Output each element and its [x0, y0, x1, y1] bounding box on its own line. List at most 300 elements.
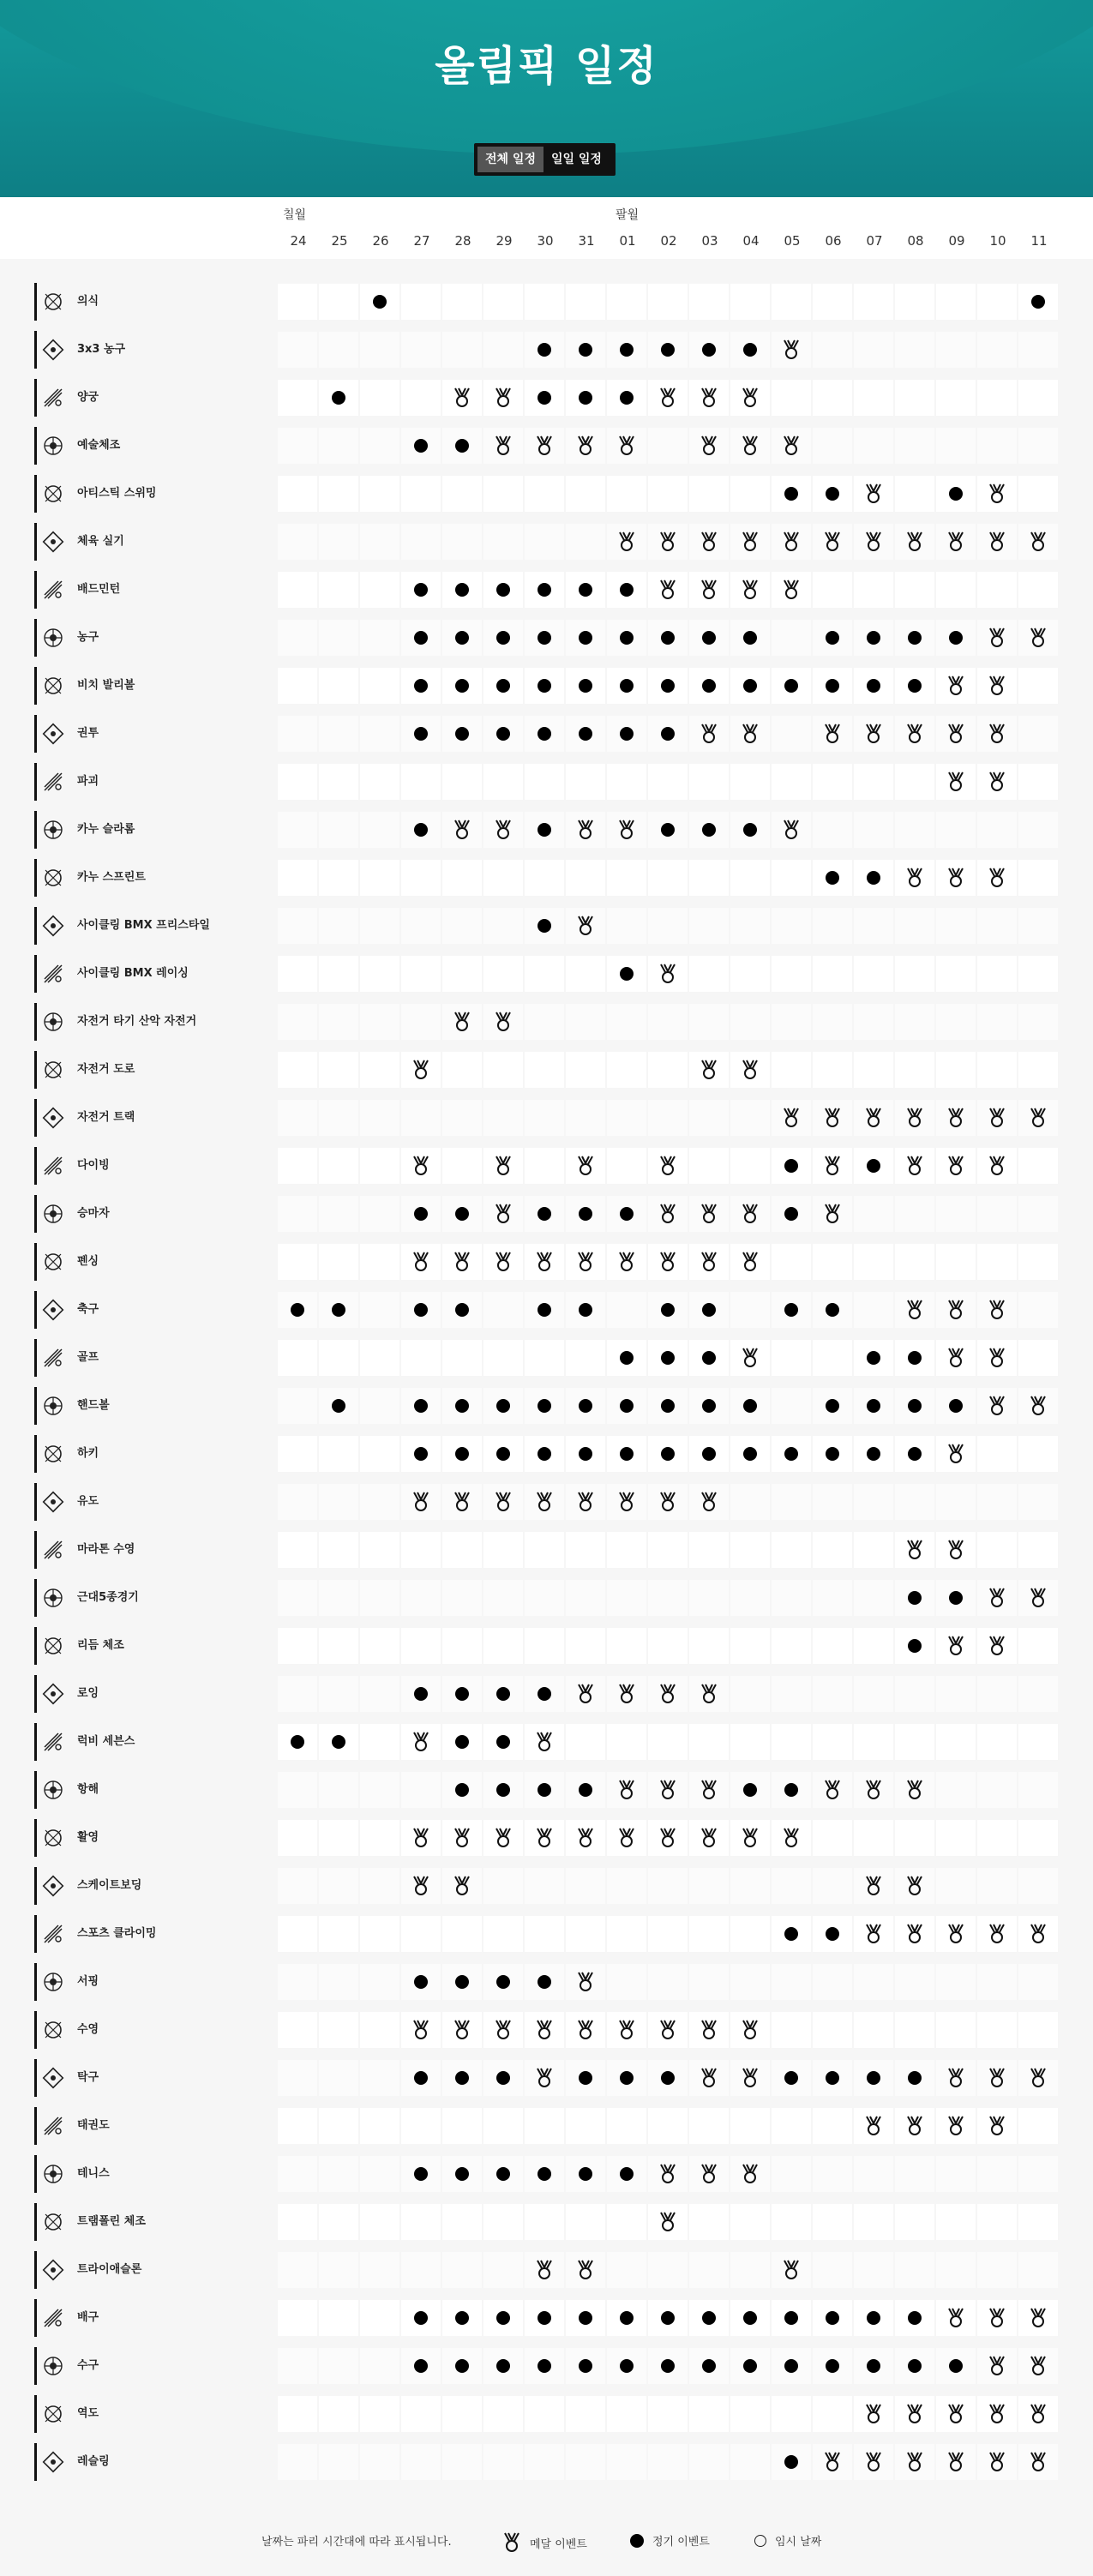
day-cell[interactable] [278, 1628, 317, 1664]
day-cell[interactable] [854, 1628, 893, 1664]
day-cell[interactable] [772, 1196, 811, 1232]
day-cell[interactable] [936, 2204, 976, 2240]
day-cell[interactable] [319, 1436, 358, 1472]
day-cell[interactable] [442, 1100, 482, 1136]
day-cell[interactable] [648, 860, 688, 896]
day-cell[interactable] [483, 956, 523, 992]
day-cell[interactable] [607, 2012, 646, 2048]
day-cell[interactable] [1018, 764, 1058, 800]
day-cell[interactable] [854, 2156, 893, 2192]
day-cell[interactable] [278, 524, 317, 560]
day-cell[interactable] [483, 668, 523, 704]
day-cell[interactable] [648, 1100, 688, 1136]
day-cell[interactable] [895, 620, 934, 656]
day-cell[interactable] [772, 380, 811, 416]
day-cell[interactable] [1018, 1052, 1058, 1088]
day-cell[interactable] [360, 908, 399, 944]
day-cell[interactable] [401, 1484, 441, 1520]
day-cell[interactable] [689, 1628, 729, 1664]
day-cell[interactable] [689, 380, 729, 416]
day-cell[interactable] [525, 2156, 564, 2192]
day-cell[interactable] [566, 1820, 605, 1856]
day-cell[interactable] [607, 1724, 646, 1760]
day-cell[interactable] [360, 764, 399, 800]
day-cell[interactable] [689, 524, 729, 560]
day-cell[interactable] [1018, 1148, 1058, 1184]
day-cell[interactable] [525, 2108, 564, 2144]
day-cell[interactable] [648, 332, 688, 368]
day-cell[interactable] [854, 1292, 893, 1328]
day-cell[interactable] [360, 1724, 399, 1760]
day-cell[interactable] [401, 2012, 441, 2048]
day-cell[interactable] [360, 1484, 399, 1520]
day-cell[interactable] [895, 812, 934, 848]
day-cell[interactable] [730, 1148, 770, 1184]
day-cell[interactable] [977, 1964, 1017, 2000]
day-cell[interactable] [278, 1436, 317, 1472]
day-cell[interactable] [854, 1100, 893, 1136]
day-cell[interactable] [525, 2348, 564, 2384]
day-cell[interactable] [1018, 284, 1058, 320]
day-cell[interactable] [648, 1292, 688, 1328]
day-cell[interactable] [813, 1052, 852, 1088]
day-cell[interactable] [730, 332, 770, 368]
day-cell[interactable] [401, 1004, 441, 1040]
day-cell[interactable] [607, 2396, 646, 2432]
day-cell[interactable] [730, 1388, 770, 1424]
day-cell[interactable] [607, 1148, 646, 1184]
day-cell[interactable] [483, 716, 523, 752]
day-cell[interactable] [360, 2444, 399, 2480]
day-cell[interactable] [648, 572, 688, 608]
day-cell[interactable] [442, 284, 482, 320]
day-cell[interactable] [525, 1340, 564, 1376]
day-cell[interactable] [895, 2060, 934, 2096]
day-cell[interactable] [360, 2204, 399, 2240]
day-cell[interactable] [772, 2108, 811, 2144]
day-cell[interactable] [730, 908, 770, 944]
day-cell[interactable] [936, 860, 976, 896]
day-cell[interactable] [525, 2204, 564, 2240]
day-cell[interactable] [895, 2012, 934, 2048]
day-cell[interactable] [689, 1580, 729, 1616]
day-cell[interactable] [648, 620, 688, 656]
day-cell[interactable] [730, 1580, 770, 1616]
day-cell[interactable] [813, 1628, 852, 1664]
sport-row[interactable] [34, 1096, 1059, 1140]
day-cell[interactable] [525, 1676, 564, 1712]
day-cell[interactable] [442, 2252, 482, 2288]
day-cell[interactable] [772, 1484, 811, 1520]
day-cell[interactable] [483, 2444, 523, 2480]
day-cell[interactable] [525, 1964, 564, 2000]
day-cell[interactable] [401, 2300, 441, 2336]
day-cell[interactable] [813, 1244, 852, 1280]
sport-row[interactable] [34, 1576, 1059, 1620]
day-cell[interactable] [319, 1292, 358, 1328]
sport-row[interactable] [34, 1912, 1059, 1956]
day-cell[interactable] [566, 1916, 605, 1952]
day-cell[interactable] [854, 1964, 893, 2000]
day-cell[interactable] [319, 2396, 358, 2432]
day-cell[interactable] [566, 1484, 605, 1520]
day-cell[interactable] [854, 2060, 893, 2096]
day-cell[interactable] [607, 284, 646, 320]
day-cell[interactable] [730, 2012, 770, 2048]
day-cell[interactable] [977, 380, 1017, 416]
day-cell[interactable] [648, 1436, 688, 1472]
day-cell[interactable] [895, 1868, 934, 1904]
day-cell[interactable] [319, 620, 358, 656]
day-cell[interactable] [648, 524, 688, 560]
day-cell[interactable] [566, 956, 605, 992]
day-cell[interactable] [525, 332, 564, 368]
day-cell[interactable] [730, 860, 770, 896]
day-cell[interactable] [977, 1916, 1017, 1952]
day-cell[interactable] [278, 1484, 317, 1520]
day-cell[interactable] [977, 332, 1017, 368]
day-cell[interactable] [566, 1964, 605, 2000]
day-cell[interactable] [936, 2444, 976, 2480]
day-cell[interactable] [278, 2444, 317, 2480]
day-cell[interactable] [360, 1820, 399, 1856]
day-cell[interactable] [689, 2012, 729, 2048]
day-cell[interactable] [319, 716, 358, 752]
day-cell[interactable] [483, 1628, 523, 1664]
day-cell[interactable] [689, 332, 729, 368]
day-cell[interactable] [1018, 1628, 1058, 1664]
day-cell[interactable] [854, 620, 893, 656]
day-cell[interactable] [566, 620, 605, 656]
day-cell[interactable] [607, 812, 646, 848]
day-cell[interactable] [689, 620, 729, 656]
day-cell[interactable] [895, 1916, 934, 1952]
day-cell[interactable] [772, 284, 811, 320]
day-cell[interactable] [607, 2444, 646, 2480]
day-cell[interactable] [689, 668, 729, 704]
day-cell[interactable] [566, 524, 605, 560]
day-cell[interactable] [895, 1676, 934, 1712]
day-cell[interactable] [483, 1244, 523, 1280]
day-cell[interactable] [936, 1052, 976, 1088]
day-cell[interactable] [278, 956, 317, 992]
day-cell[interactable] [483, 1676, 523, 1712]
day-cell[interactable] [525, 764, 564, 800]
day-cell[interactable] [401, 2204, 441, 2240]
day-cell[interactable] [689, 284, 729, 320]
day-cell[interactable] [319, 476, 358, 512]
sport-row[interactable] [34, 2248, 1059, 2292]
day-cell[interactable] [566, 332, 605, 368]
day-cell[interactable] [319, 380, 358, 416]
day-cell[interactable] [1018, 2108, 1058, 2144]
day-cell[interactable] [566, 1196, 605, 1232]
day-cell[interactable] [566, 860, 605, 896]
day-cell[interactable] [977, 1580, 1017, 1616]
day-cell[interactable] [936, 284, 976, 320]
day-cell[interactable] [730, 764, 770, 800]
day-cell[interactable] [483, 476, 523, 512]
day-cell[interactable] [319, 764, 358, 800]
day-cell[interactable] [977, 1724, 1017, 1760]
day-cell[interactable] [360, 2060, 399, 2096]
day-cell[interactable] [936, 2252, 976, 2288]
day-cell[interactable] [319, 812, 358, 848]
day-cell[interactable] [977, 1436, 1017, 1472]
day-cell[interactable] [977, 1340, 1017, 1376]
day-cell[interactable] [442, 908, 482, 944]
day-cell[interactable] [813, 572, 852, 608]
day-cell[interactable] [607, 764, 646, 800]
day-cell[interactable] [730, 716, 770, 752]
day-cell[interactable] [525, 1388, 564, 1424]
sport-row[interactable] [34, 567, 1059, 612]
day-cell[interactable] [566, 1676, 605, 1712]
day-cell[interactable] [401, 524, 441, 560]
day-cell[interactable] [566, 2396, 605, 2432]
day-cell[interactable] [319, 2348, 358, 2384]
day-cell[interactable] [442, 1292, 482, 1328]
day-cell[interactable] [566, 2444, 605, 2480]
day-cell[interactable] [401, 1244, 441, 1280]
day-cell[interactable] [936, 1436, 976, 1472]
day-cell[interactable] [689, 1532, 729, 1568]
day-cell[interactable] [442, 524, 482, 560]
day-cell[interactable] [442, 2444, 482, 2480]
day-cell[interactable] [483, 1388, 523, 1424]
day-cell[interactable] [319, 2252, 358, 2288]
day-cell[interactable] [1018, 2156, 1058, 2192]
day-cell[interactable] [977, 2444, 1017, 2480]
day-cell[interactable] [319, 2060, 358, 2096]
day-cell[interactable] [319, 860, 358, 896]
day-cell[interactable] [772, 1772, 811, 1808]
day-cell[interactable] [1018, 1196, 1058, 1232]
day-cell[interactable] [895, 1724, 934, 1760]
day-cell[interactable] [936, 1244, 976, 1280]
day-cell[interactable] [936, 1820, 976, 1856]
day-cell[interactable] [442, 2300, 482, 2336]
day-cell[interactable] [772, 1916, 811, 1952]
sport-row[interactable] [34, 2296, 1059, 2340]
day-cell[interactable] [360, 1580, 399, 1616]
day-cell[interactable] [360, 476, 399, 512]
day-cell[interactable] [772, 476, 811, 512]
day-cell[interactable] [730, 1100, 770, 1136]
sport-row[interactable] [34, 2152, 1059, 2196]
day-cell[interactable] [607, 716, 646, 752]
day-cell[interactable] [648, 476, 688, 512]
day-cell[interactable] [442, 1916, 482, 1952]
day-cell[interactable] [319, 1916, 358, 1952]
day-cell[interactable] [278, 2156, 317, 2192]
day-cell[interactable] [730, 1964, 770, 2000]
day-cell[interactable] [360, 812, 399, 848]
day-cell[interactable] [895, 2204, 934, 2240]
day-cell[interactable] [730, 1628, 770, 1664]
day-cell[interactable] [360, 1196, 399, 1232]
day-cell[interactable] [607, 2156, 646, 2192]
day-cell[interactable] [854, 380, 893, 416]
day-cell[interactable] [525, 1436, 564, 1472]
day-cell[interactable] [525, 2300, 564, 2336]
day-cell[interactable] [813, 860, 852, 896]
day-cell[interactable] [813, 1964, 852, 2000]
day-cell[interactable] [936, 1916, 976, 1952]
day-cell[interactable] [607, 668, 646, 704]
day-cell[interactable] [1018, 1580, 1058, 1616]
day-cell[interactable] [1018, 2060, 1058, 2096]
day-cell[interactable] [895, 908, 934, 944]
day-cell[interactable] [854, 1580, 893, 1616]
day-cell[interactable] [648, 284, 688, 320]
day-cell[interactable] [442, 476, 482, 512]
sport-row[interactable] [34, 1048, 1059, 1092]
day-cell[interactable] [936, 1628, 976, 1664]
day-cell[interactable] [648, 1484, 688, 1520]
day-cell[interactable] [648, 1580, 688, 1616]
day-cell[interactable] [360, 1436, 399, 1472]
sport-row[interactable] [34, 2200, 1059, 2244]
day-cell[interactable] [607, 2108, 646, 2144]
day-cell[interactable] [566, 764, 605, 800]
day-cell[interactable] [648, 1340, 688, 1376]
day-cell[interactable] [772, 1388, 811, 1424]
day-cell[interactable] [689, 1100, 729, 1136]
day-cell[interactable] [1018, 476, 1058, 512]
day-cell[interactable] [689, 716, 729, 752]
day-cell[interactable] [442, 764, 482, 800]
day-cell[interactable] [648, 716, 688, 752]
day-cell[interactable] [813, 1148, 852, 1184]
day-cell[interactable] [977, 284, 1017, 320]
day-cell[interactable] [319, 1724, 358, 1760]
day-cell[interactable] [895, 2348, 934, 2384]
day-cell[interactable] [813, 1532, 852, 1568]
day-cell[interactable] [525, 1148, 564, 1184]
day-cell[interactable] [525, 1820, 564, 1856]
day-cell[interactable] [813, 1772, 852, 1808]
day-cell[interactable] [648, 428, 688, 464]
day-cell[interactable] [525, 2012, 564, 2048]
day-cell[interactable] [525, 476, 564, 512]
day-cell[interactable] [813, 2204, 852, 2240]
sport-row[interactable] [34, 1000, 1059, 1044]
day-cell[interactable] [648, 1052, 688, 1088]
day-cell[interactable] [607, 956, 646, 992]
day-cell[interactable] [566, 476, 605, 512]
day-cell[interactable] [977, 1004, 1017, 1040]
day-cell[interactable] [607, 1676, 646, 1712]
day-cell[interactable] [772, 2060, 811, 2096]
day-cell[interactable] [977, 476, 1017, 512]
day-cell[interactable] [854, 1532, 893, 1568]
day-cell[interactable] [566, 380, 605, 416]
day-cell[interactable] [278, 1340, 317, 1376]
day-cell[interactable] [895, 1964, 934, 2000]
day-cell[interactable] [1018, 812, 1058, 848]
day-cell[interactable] [278, 380, 317, 416]
day-cell[interactable] [813, 1676, 852, 1712]
day-cell[interactable] [689, 812, 729, 848]
day-cell[interactable] [854, 1820, 893, 1856]
day-cell[interactable] [977, 2300, 1017, 2336]
day-cell[interactable] [895, 764, 934, 800]
day-cell[interactable] [525, 860, 564, 896]
day-cell[interactable] [730, 284, 770, 320]
day-cell[interactable] [442, 1196, 482, 1232]
day-cell[interactable] [936, 2156, 976, 2192]
day-cell[interactable] [936, 2300, 976, 2336]
day-cell[interactable] [977, 1532, 1017, 1568]
day-cell[interactable] [648, 2204, 688, 2240]
day-cell[interactable] [360, 1052, 399, 1088]
day-cell[interactable] [319, 524, 358, 560]
day-cell[interactable] [813, 2396, 852, 2432]
day-cell[interactable] [442, 716, 482, 752]
day-cell[interactable] [936, 1868, 976, 1904]
day-cell[interactable] [401, 1724, 441, 1760]
day-cell[interactable] [1018, 428, 1058, 464]
day-cell[interactable] [689, 2156, 729, 2192]
day-cell[interactable] [442, 1436, 482, 1472]
day-cell[interactable] [401, 908, 441, 944]
day-cell[interactable] [442, 1724, 482, 1760]
day-cell[interactable] [483, 2396, 523, 2432]
day-cell[interactable] [813, 1484, 852, 1520]
day-cell[interactable] [772, 1244, 811, 1280]
day-cell[interactable] [566, 2156, 605, 2192]
day-cell[interactable] [401, 2396, 441, 2432]
day-cell[interactable] [895, 1532, 934, 1568]
day-cell[interactable] [813, 2444, 852, 2480]
day-cell[interactable] [278, 2108, 317, 2144]
day-cell[interactable] [607, 1292, 646, 1328]
day-cell[interactable] [730, 2108, 770, 2144]
day-cell[interactable] [936, 812, 976, 848]
day-cell[interactable] [566, 1004, 605, 1040]
day-cell[interactable] [689, 1724, 729, 1760]
day-cell[interactable] [607, 1388, 646, 1424]
day-cell[interactable] [813, 1100, 852, 1136]
day-cell[interactable] [319, 1388, 358, 1424]
day-cell[interactable] [525, 1772, 564, 1808]
day-cell[interactable] [566, 572, 605, 608]
day-cell[interactable] [319, 284, 358, 320]
day-cell[interactable] [648, 1772, 688, 1808]
day-cell[interactable] [278, 908, 317, 944]
day-cell[interactable] [401, 620, 441, 656]
day-cell[interactable] [854, 812, 893, 848]
day-cell[interactable] [360, 1388, 399, 1424]
day-cell[interactable] [936, 764, 976, 800]
day-cell[interactable] [813, 380, 852, 416]
day-cell[interactable] [607, 1100, 646, 1136]
day-cell[interactable] [483, 1004, 523, 1040]
day-cell[interactable] [319, 1052, 358, 1088]
day-cell[interactable] [689, 1676, 729, 1712]
day-cell[interactable] [689, 1820, 729, 1856]
day-cell[interactable] [566, 1868, 605, 1904]
day-cell[interactable] [977, 428, 1017, 464]
day-cell[interactable] [566, 2300, 605, 2336]
sport-row[interactable] [34, 2056, 1059, 2100]
sport-row[interactable] [34, 952, 1059, 996]
day-cell[interactable] [730, 1916, 770, 1952]
day-cell[interactable] [483, 620, 523, 656]
day-cell[interactable] [936, 572, 976, 608]
day-cell[interactable] [360, 428, 399, 464]
